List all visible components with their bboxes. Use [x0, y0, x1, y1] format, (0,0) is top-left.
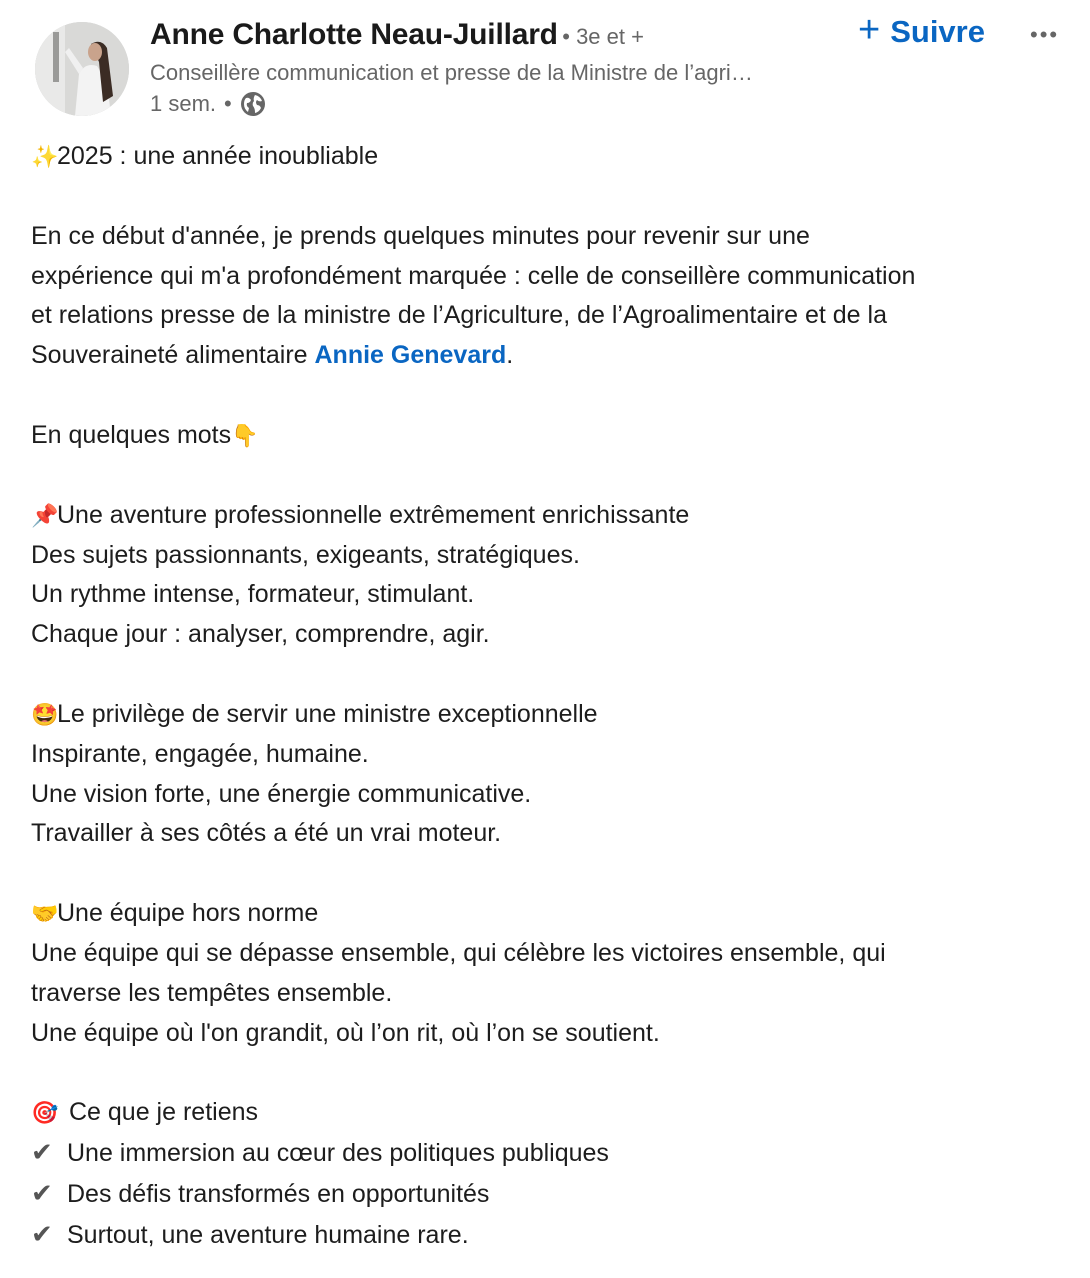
post-header [0, 0, 1090, 130]
list-item: Des défis transformés en opportunités [67, 1179, 490, 1208]
section-2: 🤩Le privilège de servir une ministre exceptionnelle Inspirante, engagée, humaine. Une vision forte, une énergie communicative. Travailler à ses côtés a été un vrai moteur. [31, 695, 1071, 854]
pointing-down-icon: 👇 [231, 422, 259, 448]
globe-icon [240, 91, 266, 117]
check-icon: ✔ [31, 1218, 53, 1249]
list-item: Une immersion au cœur des politiques publiques [67, 1139, 609, 1168]
follow-button[interactable] [858, 9, 985, 51]
target-icon: 🎯 [31, 1100, 59, 1126]
pushpin-icon: 📌 [31, 502, 59, 528]
star-struck-icon: 🤩 [31, 701, 59, 727]
intro-paragraph: En ce début d'année, je prends quelques minutes pour revenir sur une expérience qui m'a profondément marquée : celle de conseillère communication et relations presse de la ministre de l’Agriculture, de l’Agroalimentaire et de la Souveraineté alimentaire Annie Genevard. [31, 221, 916, 370]
author-name[interactable]: Anne Charlotte Neau-Juillard [150, 18, 558, 51]
handshake-icon: 🤝 [31, 901, 59, 927]
post-time: 1 sem. [150, 91, 217, 116]
more-icon: ••• [1030, 22, 1060, 47]
section-title: Une aventure professionnelle extrêmement enrichissante [57, 500, 690, 529]
connection-degree: • 3e et + [562, 24, 644, 49]
meta-separator: • [224, 91, 232, 116]
post-title: ✨2025 : une année inoubliable [31, 137, 1071, 177]
author-headline: Conseillère communication et presse de la Ministre de l’agri… [150, 60, 753, 85]
post-meta [150, 91, 266, 117]
plus-icon: + [858, 9, 881, 51]
check-icon: ✔ [31, 1137, 53, 1168]
sparkles-icon: ✨ [31, 144, 59, 169]
section-4 [31, 1093, 1071, 1255]
post-body [31, 137, 1071, 1256]
author-line [150, 18, 644, 52]
section-1: 📌Une aventure professionnelle extrêmement enrichissante Des sujets passionnants, exigeants, stratégiques. Un rythme intense, formateur, stimulant. Chaque jour : analyser, comprendre, agir. [31, 496, 1071, 655]
words-lead: En quelques mots👇 [31, 416, 1071, 456]
section-3: 🤝Une équipe hors norme Une équipe qui se dépasse ensemble, qui célèbre les victoires ensemble, qui traverse les tempêtes ensemble. Une équipe où l'on grandit, où l’on rit, où l’on se soutient. [31, 894, 1071, 1053]
mention-link[interactable]: Annie Genevard [314, 341, 507, 370]
follow-label: Suivre [890, 14, 985, 49]
section-title: Une équipe hors norme [57, 899, 319, 928]
more-options-button[interactable] [1030, 22, 1059, 48]
section-title: Ce que je retiens [69, 1098, 259, 1127]
list-item: Surtout, une aventure humaine rare. [67, 1220, 469, 1249]
section-title: Le privilège de servir une ministre exceptionnelle [57, 699, 598, 728]
check-icon: ✔ [31, 1177, 53, 1208]
avatar-photo [35, 22, 129, 116]
avatar[interactable] [35, 22, 129, 116]
